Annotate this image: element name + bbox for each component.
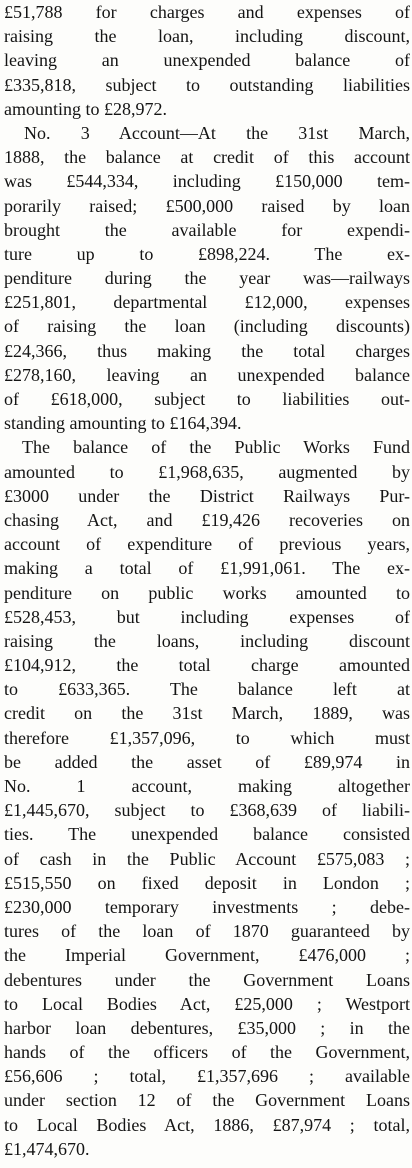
paragraph-loan-summary [4, 0, 410, 121]
text-line: making a total of £1,991,061. The ex- [4, 558, 410, 579]
text-line: The balance of the Public Works Fund [22, 437, 410, 458]
text-line: No. 3 Account—At the 31st March, [24, 122, 410, 143]
text-line: under section 12 of the Government Loans [4, 1090, 410, 1111]
text-line: chasing Act, and £19,426 recoveries on [4, 509, 410, 530]
text-line: standing amounting to £164,394. [4, 413, 242, 434]
paragraph-public-works-fund [4, 435, 410, 1161]
text-line: £3000 under the District Railways Pur- [4, 485, 410, 506]
text-line: £1,474,670. [4, 1138, 90, 1159]
text-line: to £633,365. The balance left at [4, 679, 410, 700]
text-line: account of expenditure of previous years, [4, 534, 410, 555]
text-line: £251,801, departmental £12,000, expenses [4, 292, 410, 313]
text-line: No. 1 account, making altogether [4, 776, 410, 796]
text-line: amounted to £1,968,635, augmented by [4, 461, 410, 482]
text-line: credit on the 31st March, 1889, was [4, 703, 410, 724]
text-line: debentures under the Government Loans [4, 969, 410, 990]
text-line: penditure on public works amounted to [4, 582, 410, 603]
text-line: 1888, the balance at credit of this account [4, 147, 410, 168]
text-line: £515,550 on fixed deposit in London ; [4, 872, 410, 893]
text-line: £528,453, but including expenses of [4, 606, 410, 627]
text-line: of cash in the Public Account £575,083 ; [4, 848, 410, 869]
text-line: raising the loan, including discount, [4, 26, 410, 47]
text-line: hands of the officers of the Government, [4, 1042, 410, 1063]
text-line: to Local Bodies Act, 1886, £87,974 ; total, [4, 1114, 410, 1135]
text-line: porarily raised; £500,000 raised by loan [4, 195, 410, 216]
text-line: be added the asset of £89,974 in [4, 751, 410, 772]
text-line: penditure during the year was—railways [4, 268, 410, 289]
text-line: £24,366, thus making the total charges [4, 340, 410, 361]
text-line: ture up to £898,224. The ex- [4, 243, 410, 264]
paragraph-account-no-3 [4, 121, 410, 435]
text-line: to Local Bodies Act, £25,000 ; Westport [4, 993, 410, 1014]
text-line: £1,445,670, subject to £368,639 of liabili- [4, 800, 410, 821]
text-line: the Imperial Government, £476,000 ; [4, 945, 410, 966]
text-line: raising the loans, including discount [4, 630, 410, 651]
text-line: of raising the loan (including discounts) [4, 316, 410, 337]
text-line: £104,912, the total charge amounted [4, 655, 410, 676]
text-line: £335,818, subject to outstanding liabilities [4, 74, 410, 95]
text-line: brought the available for expendi- [4, 219, 410, 240]
text-line: was £544,334, including £150,000 tem- [4, 171, 410, 192]
text-line: tures of the loan of 1870 guaranteed by [4, 921, 410, 942]
text-line: leaving an unexpended balance of [4, 50, 410, 71]
text-line: £51,788 for charges and expenses of [4, 2, 410, 22]
text-line: harbor loan debentures, £35,000 ; in the [4, 1017, 410, 1038]
text-line: therefore £1,357,096, to which must [4, 727, 410, 748]
text-line: £278,160, leaving an unexpended balance [4, 364, 410, 385]
text-line: of £618,000, subject to liabilities out- [4, 389, 410, 409]
text-line: £230,000 temporary investments ; debe- [4, 896, 410, 917]
text-line: ties. The unexpended balance consisted [4, 824, 410, 845]
text-line: £56,606 ; total, £1,357,696 ; available [4, 1066, 410, 1087]
text-line: amounting to £28,972. [4, 98, 167, 119]
